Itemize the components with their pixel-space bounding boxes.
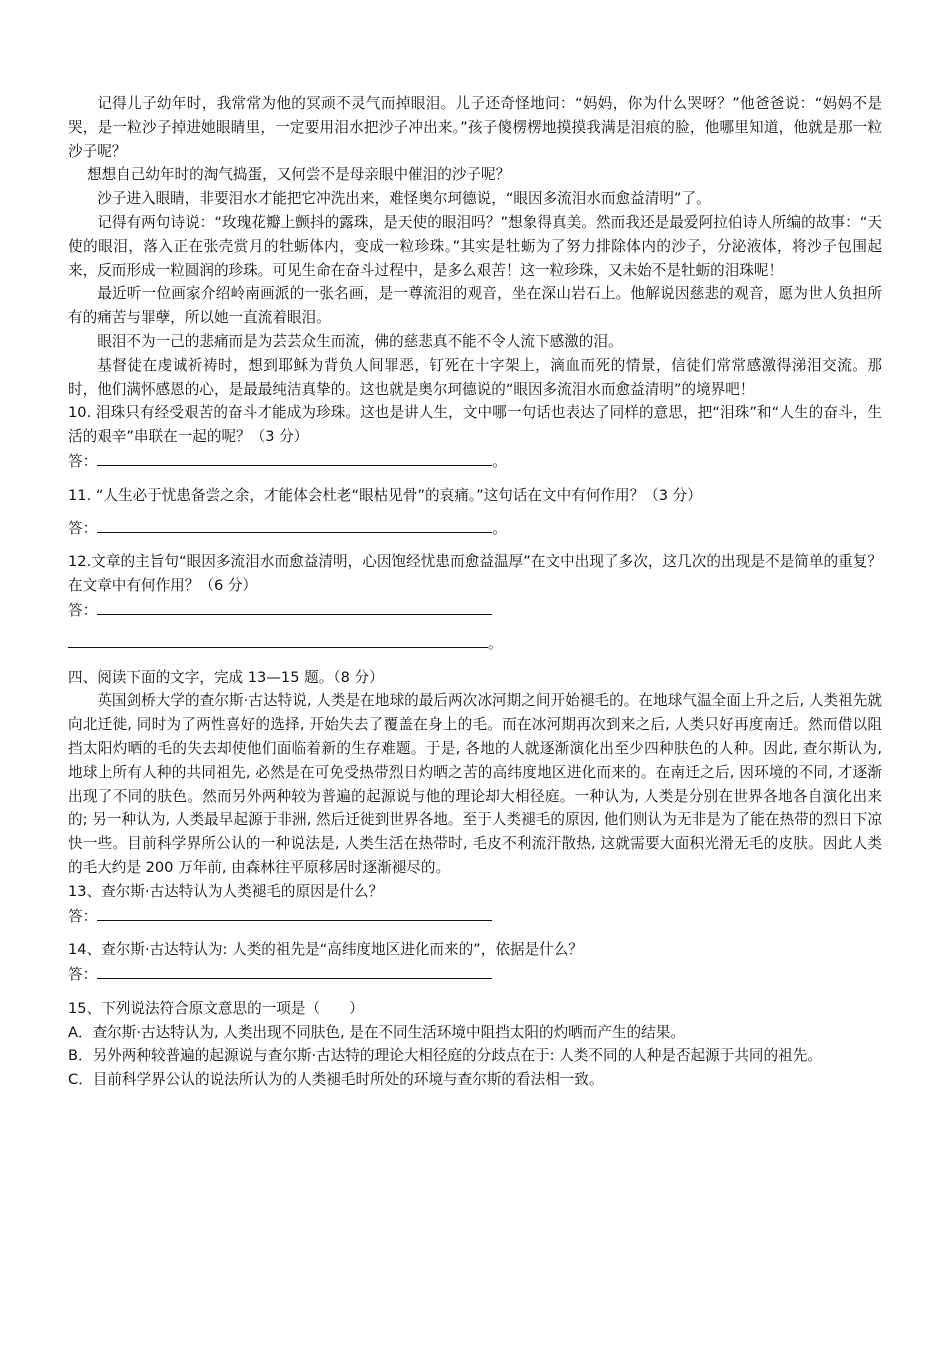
passage-paragraph: 记得有两句诗说：“玫瑰花瓣上颤抖的露珠，是天使的眼泪吗？”想象得真美。然而我还是最爱阿拉伯诗人所编的故事：“天使的眼泪，落入正在张壳赏月的牡蛎体内，变成一粒珍珠。”其实是牡蛎为了努力排除体内的沙子，分泌液体，将沙子包围起来，反而形成一粒圆润的珍珠。可见生命在奋斗过程中，是多么艰苦！这一粒珍珠，又未始不是牡蛎的泪珠呢！ bbox=[68, 213, 882, 279]
passage-paragraph: 眼泪不为一己的悲痛而是为芸芸众生而流，佛的慈悲真不能不令人流下感激的泪。 bbox=[97, 332, 623, 350]
answer-row-11 bbox=[68, 516, 882, 541]
question-15: 15、下列说法符合原文意思的一项是（ ） bbox=[68, 999, 364, 1017]
passage-paragraph: 记得儿子幼年时，我常常为他的冥顽不灵气而掉眼泪。儿子还奇怪地问：“妈妈，你为什么哭呀？”他爸爸说：“妈妈不是哭，是一粒沙子掉进她眼睛里，一定要用泪水把沙子冲出来。”孩子傻楞楞地摸摸我满是泪痕的脸，他哪里知道，他就是那一粒沙子呢？ bbox=[68, 95, 882, 160]
answer-period: 。 bbox=[492, 519, 507, 537]
answer-period: 。 bbox=[492, 452, 507, 470]
question-12: 12.文章的主旨句“眼因多流泪水而愈益清明，心因饱经忧患而愈益温厚”在文中出现了多次，这几次的出现是不是简单的重复？在文章中有何作用？（6 分） bbox=[68, 553, 882, 595]
answer-label: 答： bbox=[68, 966, 98, 984]
passage-paragraph: 想想自己幼年时的淘气捣蛋，又何尝不是母亲眼中催泪的沙子呢？ bbox=[86, 166, 511, 184]
answer-line-13[interactable] bbox=[97, 904, 492, 921]
passage-paragraph: 基督徒在虔诚祈祷时，想到耶稣为背负人间罪恶，钉死在十字架上，滴血而死的情景，信徒们常常感激得涕泪交流。那时，他们满怀感恩的心，是最最纯洁真挚的。这也就是奥尔珂德说的“眼因多流泪水而愈益清明”的境界吧！ bbox=[68, 356, 882, 398]
section-4-heading: 四、阅读下面的文字，完成 13—15 题。（8 分） bbox=[68, 668, 384, 686]
passage-1 bbox=[68, 92, 882, 401]
answer-row-12a bbox=[68, 598, 882, 623]
question-10: 10. 泪珠只有经受艰苦的奋斗才能成为珍珠。这也是讲人生，文中哪一句话也表达了同样的意思，把“泪珠”和“人生的奋斗，生活的艰辛”串联在一起的呢？（3 分） bbox=[68, 404, 882, 446]
answer-line-10[interactable] bbox=[97, 449, 492, 466]
answer-line-14[interactable] bbox=[97, 962, 492, 979]
answer-line-12b[interactable] bbox=[68, 631, 488, 648]
answer-label: 答： bbox=[68, 907, 98, 925]
answer-period: 。 bbox=[488, 634, 503, 652]
option-b[interactable]: B．另外两种较普遍的起源说与查尔斯·古达特的理论大相径庭的分歧点在于: 人类不同的人种是否起源于共同的祖先。 bbox=[68, 1047, 822, 1065]
option-a[interactable]: A．查尔斯·古达特认为, 人类出现不同肤色, 是在不同生活环境中阻挡太阳的灼晒而产生的结果。 bbox=[68, 1023, 685, 1041]
answer-row-12b bbox=[68, 631, 882, 656]
answer-label: 答： bbox=[68, 452, 98, 470]
answer-label: 答： bbox=[68, 601, 98, 619]
answer-label: 答： bbox=[68, 519, 98, 537]
passage-paragraph: 最近听一位画家介绍岭南画派的一张名画，是一尊流泪的观音，坐在深山岩石上。他解说因慈悲的观音，愿为世人负担所有的痛苦与罪孽，所以她一直流着眼泪。 bbox=[68, 285, 882, 327]
answer-row-13 bbox=[68, 904, 882, 929]
option-c[interactable]: C．目前科学界公认的说法所认为的人类褪毛时所处的环境与查尔斯的看法相一致。 bbox=[68, 1071, 604, 1089]
answer-line-11[interactable] bbox=[97, 516, 492, 533]
answer-line-12a[interactable] bbox=[97, 598, 492, 615]
question-13: 13、查尔斯·古达特认为人类褪毛的原因是什么？ bbox=[68, 882, 384, 900]
answer-row-14 bbox=[68, 962, 882, 987]
question-11: 11. “人生必于忧患备尝之余，才能体会杜老“眼枯见骨”的哀痛。”这句话在文中有何作用？（3 分） bbox=[68, 486, 702, 504]
question-14: 14、查尔斯·古达特认为: 人类的祖先是“高纬度地区进化而来的”，依据是什么？ bbox=[68, 941, 583, 959]
passage-paragraph: 沙子进入眼睛，非要泪水才能把它冲洗出来，难怪奥尔珂德说，“眼因多流泪水而愈益清明”了。 bbox=[97, 190, 711, 208]
answer-row-10 bbox=[68, 449, 882, 474]
section-4-passage: 英国剑桥大学的查尔斯·古达特说, 人类是在地球的最后两次冰河期之间开始褪毛的。在地球气温全面上升之后, 人类祖先就向北迁徙, 同时为了两性喜好的选择, 开始失去了覆盖在身上的毛。而在冰河期再次到来之后, 人类只好再度南迁。然而借以阻挡太阳灼晒的毛的失去却使他们面临着新的生存难题。于是, 各地的人就逐渐演化出至少四种肤色的人种。因此, 查尔斯认为, 地球上所有人种的共同祖先, 必然是在可免受热带烈日灼晒之苦的高纬度地区进化而来的。在南迁之后, 因环境的不同, 才逐渐出现了不同的肤色。然而另外两种较为普遍的起源说与他的理论却大相径庭。一种认为, 人类是分别在世界各地各自演化出来的; 另一种认为, 人类最早起源于非洲, 然后迁徙到世界各地。至于人类褪毛的原因, 他们则认为无非是为了能在热带的烈日下凉快一些。目前科学界所公认的一种说法是, 人类生活在热带时, 毛皮不利流汗散热, 这就需要大面积光滑无毛的皮肤。因此人类的毛大约是 200 万年前, 由森林往平原移居时逐渐褪尽的。 bbox=[68, 692, 882, 876]
